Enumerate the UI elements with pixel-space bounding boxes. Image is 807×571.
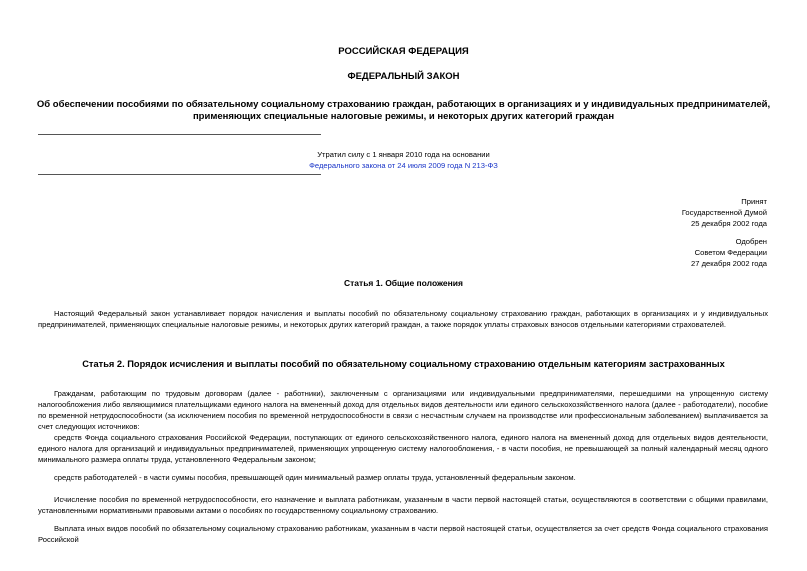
article-1-heading: Статья 1. Общие положения — [344, 278, 463, 288]
document-type-heading: ФЕДЕРАЛЬНЫЙ ЗАКОН — [347, 71, 460, 82]
country-heading: РОССИЙСКАЯ ФЕДЕРАЦИЯ — [338, 46, 469, 57]
article-2-paragraph-2: средств Фонда социального страхования Российской Федерации, поступающих от единого сельскохозяйственного налога, единого налога на вмененный доход для отдельных видов деятельности, единого налога для организаций и индивидуальных предпринимателей, применяющих упрощенную систему налогообложения, - в части пособия, не превышающей за полный календарный месяц одного минимального размера оплаты труда, установленного Федеральным законом; — [38, 433, 768, 464]
bottom-divider — [38, 174, 321, 175]
approved-by: Советом Федерации — [694, 248, 767, 257]
article-2-paragraph-3: средств работодателей - в части суммы пособия, превышающей один минимальный размер оплаты труда, установленный федеральным законом. — [54, 473, 576, 482]
accepted-by: Государственной Думой — [681, 208, 767, 217]
article-2-paragraph-4: Исчисление пособия по временной нетрудоспособности, его назначение и выплата работникам, указанным в части первой настоящей статьи, осуществляются в соответствии с общими правилами, установленными нормативными правовыми актами о пособиях по государственному социальному страхованию. — [38, 495, 768, 515]
title-line-1: Об обеспечении пособиями по обязательному социальному страхованию граждан, работающих в организациях и у индивидуальных предпринимателей, — [36, 99, 771, 110]
article-1-paragraph: Настоящий Федеральный закон устанавливает порядок начисления и выплаты пособий по обязательному социальному страхованию граждан, работающих в организациях и у индивидуальных предпринимателей, применяющих специальные налоговые режимы, и некоторых других категорий граждан, а также порядок уплаты страховых взносов отдельными категориями страхователей. — [38, 309, 768, 329]
top-divider — [38, 134, 321, 135]
article-2-paragraph-1: Гражданам, работающим по трудовым договорам (далее - работники), заключенным с организациями или индивидуальными предпринимателями, перешедшими на упрощенную систему налогообложения либо являющимися плательщиками единого налога на вмененный доход для отдельных видов деятельности или единого сельскохозяйственного налога (далее - работодатели), пособие по временной нетрудоспособности (за исключением пособия по временной нетрудоспособности в связи с несчастным случаем на производстве или профессиональным заболеванием) выплачивается за счет следующих источников: — [38, 389, 768, 431]
document-title — [0, 99, 807, 123]
approved-label: Одобрен — [735, 237, 767, 246]
article-2-heading: Статья 2. Порядок исчисления и выплаты пособий по обязательному социальному страхованию отдельным категориям застрахованных — [82, 359, 725, 369]
accepted-label: Принят — [741, 197, 767, 206]
adoption-block-duma — [682, 196, 767, 229]
accepted-date: 25 декабря 2002 года — [691, 219, 767, 228]
approved-date: 27 декабря 2002 года — [691, 259, 767, 268]
status-note — [0, 149, 807, 171]
status-note-text: Утратил силу с 1 января 2010 года на основании — [317, 150, 490, 159]
adoption-block-council — [691, 236, 767, 269]
repeal-law-link[interactable]: Федерального закона от 24 июля 2009 года N 213-ФЗ — [309, 161, 498, 170]
article-2-paragraph-5: Выплата иных видов пособий по обязательному социальному страхованию работникам, указанным в части первой настоящей статьи, осуществляется за счет средств Фонда социального страхования Российской — [38, 524, 768, 544]
title-line-2: применяющих специальные налоговые режимы, и некоторых других категорий граждан — [192, 111, 615, 122]
